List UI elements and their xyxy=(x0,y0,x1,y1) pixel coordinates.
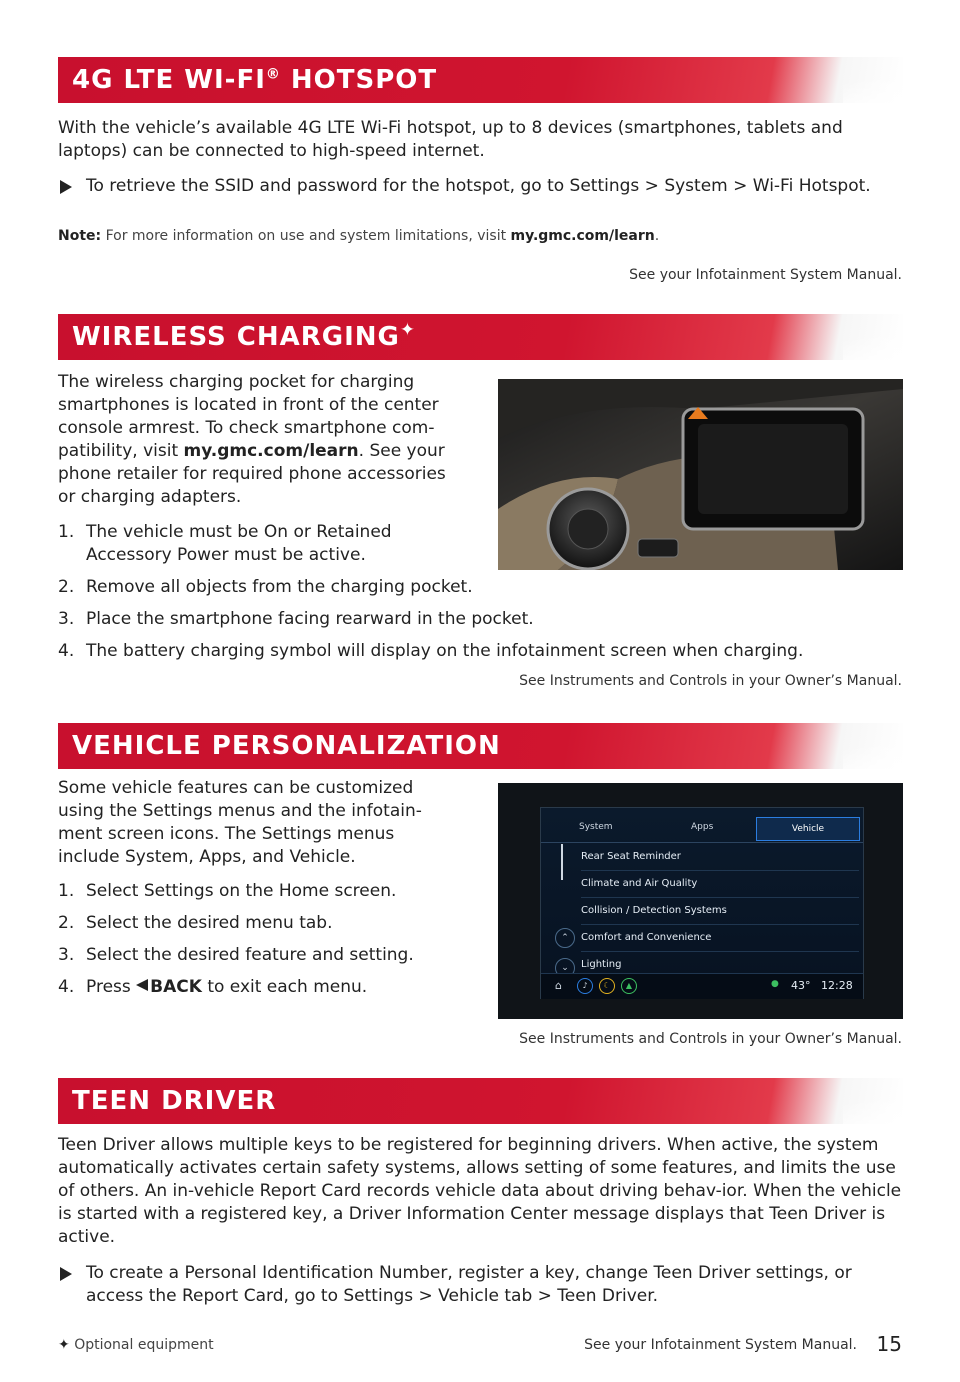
list-item[interactable]: Collision / Detection Systems xyxy=(581,898,859,925)
tab-vehicle[interactable]: Vehicle xyxy=(756,817,860,841)
personalization-see-manual: See Instruments and Controls in your Owner’s Manual. xyxy=(519,1031,902,1047)
list-item[interactable]: Lighting xyxy=(581,959,622,970)
scroll-indicator[interactable] xyxy=(561,844,563,880)
footer-optional: ✦ Optional equipment xyxy=(58,1337,214,1353)
list-item[interactable]: Rear Seat Reminder xyxy=(581,844,859,871)
hotspot-note: Note: For more information on use and system limitations, visit my.gmc.com/learn. xyxy=(58,228,660,244)
teen-bullet: To create a Personal Identification Number, register a key, change Teen Driver settings, or access the Report Card, go to Settings > Vehicle tab > Teen Driver. xyxy=(58,1262,903,1308)
hotspot-see-manual: See your Infotainment System Manual. xyxy=(629,267,902,283)
hotspot-bullet: To retrieve the SSID and password for the hotspot, go to Settings > System > Wi-Fi Hotspot. xyxy=(58,175,903,198)
screen-menu xyxy=(581,844,859,978)
hotspot-title: 4G LTE WI-FI® HOTSPOT xyxy=(72,65,438,95)
personalization-title: VEHICLE PERSONALIZATION xyxy=(72,731,501,761)
teen-see-manual: See your Infotainment System Manual. xyxy=(584,1337,857,1353)
screen-temperature: 43° xyxy=(791,979,811,992)
arrow-bullet-icon xyxy=(60,1267,72,1281)
personalization-steps xyxy=(58,880,478,1008)
list-item: 2. Select the desired menu tab. xyxy=(58,913,333,933)
tab-system[interactable]: System xyxy=(579,822,613,832)
back-icon xyxy=(136,979,148,991)
hotspot-body: With the vehicle’s available 4G LTE Wi-Fi hotspot, up to 8 devices (smartphones, tablets and laptops) can be connected to high-speed internet. xyxy=(58,118,843,161)
screen-time: 12:28 xyxy=(821,979,853,992)
wireless-steps xyxy=(58,521,903,672)
home-icon[interactable]: ⌂ xyxy=(555,979,562,992)
screen-tabs xyxy=(541,818,863,843)
wireless-link[interactable]: my.gmc.com/learn xyxy=(183,441,359,461)
list-item: 1. Select Settings on the Home screen. xyxy=(58,881,397,901)
music-icon[interactable]: ♪ xyxy=(577,978,593,994)
teen-banner xyxy=(58,1078,903,1124)
location-icon: ● xyxy=(771,979,779,989)
list-item: 2. Remove all objects from the charging pocket. xyxy=(58,577,473,597)
teen-body: Teen Driver allows multiple keys to be registered for beginning drivers. When active, the system automatically activates certain safety systems, allows setting of some features, and limits the use of others. An in-vehicle Report Card records vehicle data about driving behav-ior. When the vehicle is started with a registered key, a Driver Information Center message displays that Teen Driver is active. xyxy=(58,1135,902,1247)
personalization-body: Some vehicle features can be customized using the Settings menus and the infotain-ment screen icons. The Settings menus include System, Apps, and Vehicle. xyxy=(58,778,422,867)
phone-icon[interactable]: ☾ xyxy=(599,978,615,994)
screen-display xyxy=(540,807,864,999)
tab-apps[interactable]: Apps xyxy=(691,822,714,832)
wireless-title: WIRELESS CHARGING✦ xyxy=(72,319,416,352)
scroll-up-icon[interactable]: ⌃ xyxy=(555,928,575,948)
wireless-banner xyxy=(58,314,903,360)
arrow-bullet-icon xyxy=(60,180,72,194)
wireless-see-manual: See Instruments and Controls in your Owner’s Manual. xyxy=(519,673,902,689)
list-item: 4. The battery charging symbol will display on the infotainment screen when charging. xyxy=(58,641,804,661)
hotspot-banner xyxy=(58,57,903,103)
optional-star-icon: ✦ xyxy=(58,1337,70,1353)
list-item: 4. Press BACK to exit each menu. xyxy=(58,977,368,997)
screen-status-bar xyxy=(541,973,863,999)
list-item[interactable]: Climate and Air Quality xyxy=(581,871,859,898)
infotainment-screen-photo xyxy=(498,783,903,1019)
wireless-body: The wireless charging pocket for charging smartphones is located in front of the center console armrest. To check smartphone com-patibility, visit my.gmc.com/learn. See your phone retailer for required phone accessories or charging adapters. xyxy=(58,372,446,507)
teen-title: TEEN DRIVER xyxy=(72,1086,277,1116)
hotspot-link[interactable]: my.gmc.com/learn xyxy=(510,228,655,244)
list-item: 1. The vehicle must be On or Retained Accessory Power must be active. xyxy=(58,522,392,565)
list-item: 3. Place the smartphone facing rearward in the pocket. xyxy=(58,609,534,629)
list-item: 3. Select the desired feature and setting. xyxy=(58,945,414,965)
scroll-down-icon[interactable]: ⌄ xyxy=(555,958,575,978)
personalization-banner xyxy=(58,723,903,769)
navigation-icon[interactable]: ▲ xyxy=(621,978,637,994)
list-item[interactable]: Comfort and Convenience xyxy=(581,925,859,952)
page-number: 15 xyxy=(876,1332,902,1356)
